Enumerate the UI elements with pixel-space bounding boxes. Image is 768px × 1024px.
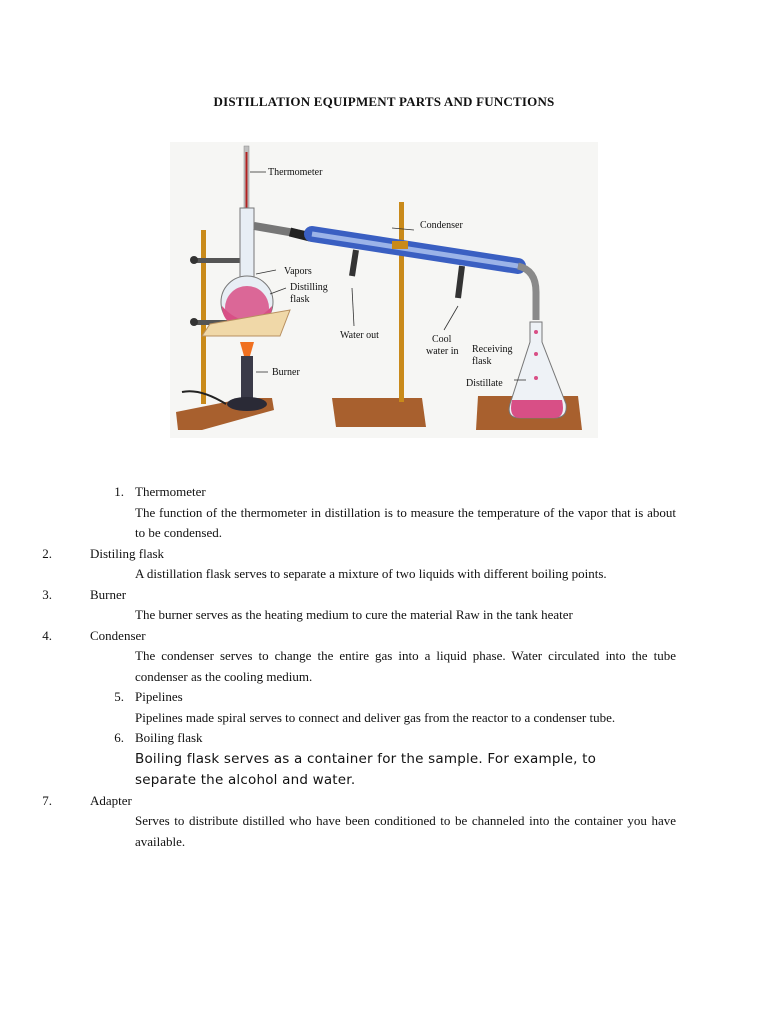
label-distilling-1: Distilling	[290, 282, 328, 293]
upper-clamp-knob	[190, 256, 198, 264]
label-thermometer: Thermometer	[268, 167, 323, 178]
list-item	[0, 728, 768, 791]
item-number: 4.	[42, 627, 52, 643]
burner-tube	[241, 356, 253, 402]
list-item	[0, 544, 768, 585]
item-heading: Adapter	[90, 792, 132, 808]
drip-2	[534, 352, 538, 356]
item-description: Boiling flask serves as a container for the sample. For example, to separate the alcohol and water.	[135, 750, 597, 788]
list-item	[0, 626, 768, 688]
condenser-clamp	[392, 241, 408, 249]
list-item	[0, 687, 768, 728]
label-distilling-2: flask	[290, 294, 310, 305]
item-number: 3.	[42, 586, 52, 602]
item-description: The condenser serves to change the entire gas into a liquid phase. Water circulated into the tube condenser as the cooling medium.	[135, 648, 676, 684]
item-description: Serves to distribute distilled who have been conditioned to be channeled into the container you have available.	[135, 813, 676, 849]
distillate-liquid	[511, 400, 563, 418]
drip-1	[534, 330, 538, 334]
list-item	[0, 791, 768, 853]
left-stand-rod	[201, 230, 206, 404]
item-number: 2.	[42, 545, 52, 561]
label-cool-water-1: Cool	[432, 334, 452, 345]
item-heading: Boiling flask	[135, 730, 203, 745]
label-condenser: Condenser	[420, 220, 463, 231]
drip-3	[534, 376, 538, 380]
lower-clamp-knob	[190, 318, 198, 326]
burner-base	[227, 397, 267, 411]
water-out-hose	[352, 250, 356, 276]
distillation-diagram-svg	[170, 142, 598, 438]
label-receiving-1: Receiving	[472, 344, 513, 355]
item-description: A distillation flask serves to separate a mixture of two liquids with different boiling points.	[135, 566, 607, 581]
item-heading: Condenser	[90, 627, 146, 643]
list-item	[0, 585, 768, 626]
label-vapors: Vapors	[284, 266, 312, 277]
page-title: DISTILLATION EQUIPMENT PARTS AND FUNCTIONS	[213, 94, 555, 109]
parts-list	[0, 482, 768, 852]
item-number: 5.	[114, 689, 124, 704]
middle-stand-rod	[399, 202, 404, 402]
item-heading: Distiling flask	[90, 545, 165, 561]
item-number: 1.	[114, 484, 124, 499]
item-description: Pipelines made spiral serves to connect and deliver gas from the reactor to a condenser tube.	[135, 709, 616, 725]
label-water-out: Water out	[340, 330, 379, 341]
label-burner: Burner	[272, 367, 300, 378]
list-item	[0, 482, 768, 544]
water-in-hose	[458, 266, 462, 298]
item-number: 7.	[42, 792, 52, 808]
middle-stand-base	[332, 398, 426, 427]
item-heading: Thermometer	[135, 484, 206, 499]
label-receiving-2: flask	[472, 356, 492, 367]
item-heading: Burner	[90, 586, 127, 602]
item-number: 6.	[114, 730, 124, 745]
label-cool-water-2: water in	[426, 346, 459, 357]
item-heading: Pipelines	[135, 689, 183, 704]
item-description: The burner serves as the heating medium to cure the material Raw in the tank heater	[135, 607, 573, 622]
label-distillate: Distillate	[466, 378, 503, 389]
distillation-diagram	[170, 142, 598, 438]
item-description: The function of the thermometer in distillation is to measure the temperature of the vapor that is about to be condensed.	[135, 504, 676, 540]
